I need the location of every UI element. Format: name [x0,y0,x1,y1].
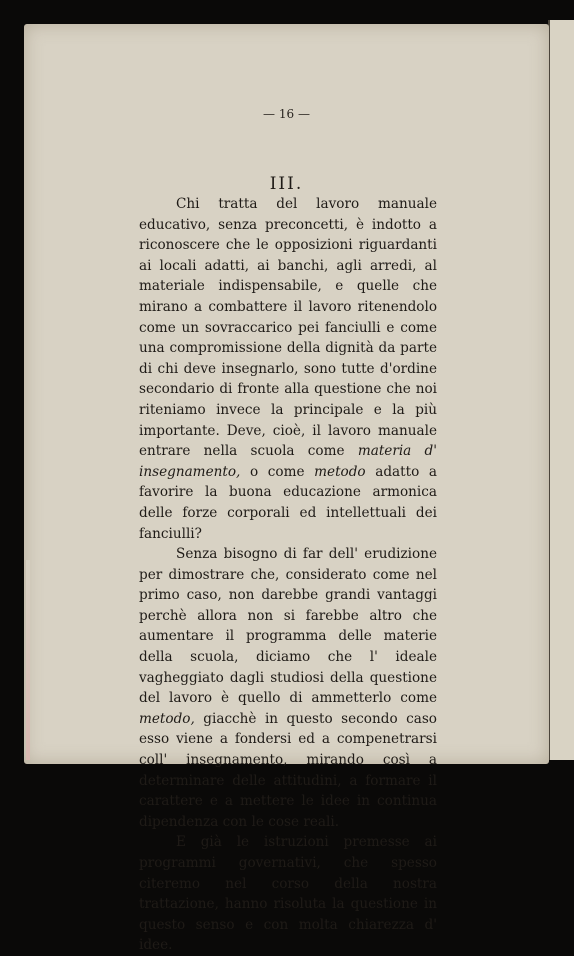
body-text [139,194,437,956]
paragraph: E già le istruzioni premesse ai programmi governativi, che spesso citeremo nel corso della nostra trattazione, hanno risoluta la questione in questo senso e con molta chiarezza d' idee. [139,834,437,954]
page-edge-stain [26,560,30,760]
page-number: — 16 — [263,107,310,121]
next-page-edge [548,20,574,760]
chapter-heading: III. [269,174,304,194]
paragraph: Chi tratta del lavoro manuale educativo, senza preconcetti, è indotto a riconoscere che le opposizioni riguardanti ai locali adatti, ai banchi, agli arredi, al materiale indispensabile, e quelle che mirano a combattere il lavoro ritenendolo come un sovraccarico pei fanciulli e come una compromissione della dignità da parte di chi deve insegnarlo, sono tutte d'ordine secondario di fronte alla questione che noi riteniamo invece la principale e la più importante. Deve, cioè, il lavoro manuale entrare nella scuola come materia d' insegnamento, o come metodo adatto a favorire la buona educazione armonica delle forze corporali ed intellettuali dei fanciulli? [139,196,437,542]
paragraph: Senza bisogno di far dell' erudizione per dimostrare che, considerato come nel primo caso, non darebbe grandi vantaggi perchè allora non si farebbe altro che aumentare il programma delle materie della scuola, diciamo che l' ideale vagheggiato dagli studiosi della questione del lavoro è quello di ammetterlo come metodo, giacchè in questo secondo caso esso viene a fondersi ed a compenetrarsi coll' insegnamento, mirando così a determinare delle attitudini, a formare il carattere e a mettere le idee in continua dipendenza con le cose reali. [139,546,437,830]
